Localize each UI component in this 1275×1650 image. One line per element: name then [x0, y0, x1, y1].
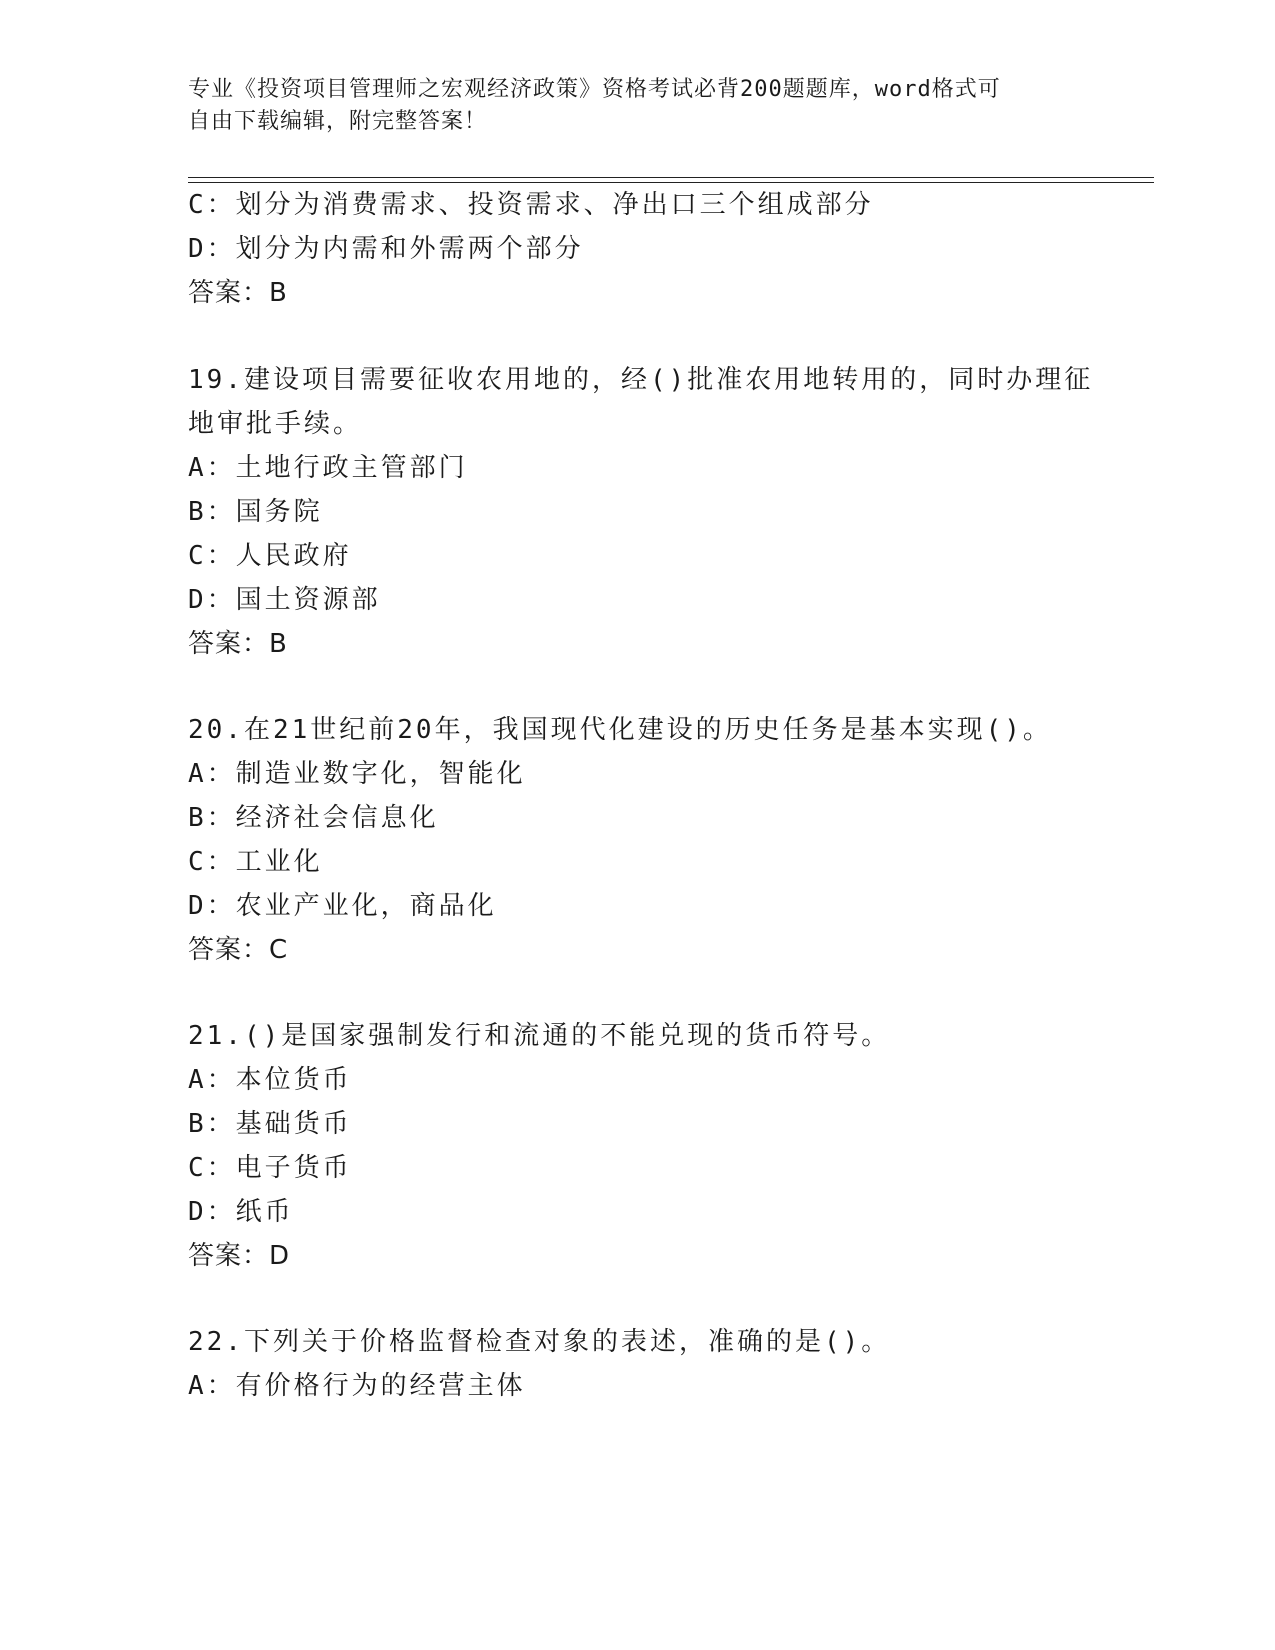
q18-option-c: C：划分为消费需求、投资需求、净出口三个组成部分	[188, 190, 874, 220]
q20-option-c: C：工业化	[188, 847, 323, 877]
q19-option-a: A：土地行政主管部门	[188, 453, 468, 483]
q18-answer: 答案：B	[188, 278, 288, 308]
q21-option-b: B：基础货币	[188, 1109, 352, 1139]
q21-stem: 21.()是国家强制发行和流通的不能兑现的货币符号。	[188, 1021, 891, 1051]
q20-option-a: A：制造业数字化，智能化	[188, 759, 526, 789]
header-divider-bottom	[188, 182, 1154, 183]
q19-option-d: D：国土资源部	[188, 585, 381, 615]
document-header	[188, 74, 1068, 138]
header-line-2: 自由下载编辑，附完整答案！	[188, 109, 488, 134]
q22-stem: 22.下列关于价格监督检查对象的表述，准确的是()。	[188, 1327, 891, 1357]
q19-answer: 答案：B	[188, 629, 288, 659]
q21-option-a: A：本位货币	[188, 1065, 352, 1095]
q18-option-d: D：划分为内需和外需两个部分	[188, 234, 584, 264]
q19-stem-line-2: 地审批手续。	[188, 409, 363, 439]
header-divider-top	[188, 177, 1154, 178]
q20-option-b: B：经济社会信息化	[188, 803, 439, 833]
header-line-1: 专业《投资项目管理师之宏观经济政策》资格考试必背200题题库，word格式可	[188, 77, 1001, 102]
q19-stem-line-1: 19.建设项目需要征收农用地的，经()批准农用地转用的，同时办理征	[188, 365, 1094, 395]
q21-option-c: C：电子货币	[188, 1153, 352, 1183]
q22-option-a: A：有价格行为的经营主体	[188, 1371, 526, 1401]
q21-answer: 答案：D	[188, 1241, 291, 1271]
q20-stem: 20.在21世纪前20年，我国现代化建设的历史任务是基本实现()。	[188, 715, 1052, 745]
q20-option-d: D：农业产业化，商品化	[188, 891, 497, 921]
q21-option-d: D：纸币	[188, 1197, 294, 1227]
q19-option-c: C：人民政府	[188, 541, 352, 571]
q20-answer: 答案：C	[188, 935, 289, 965]
q19-option-b: B：国务院	[188, 497, 323, 527]
